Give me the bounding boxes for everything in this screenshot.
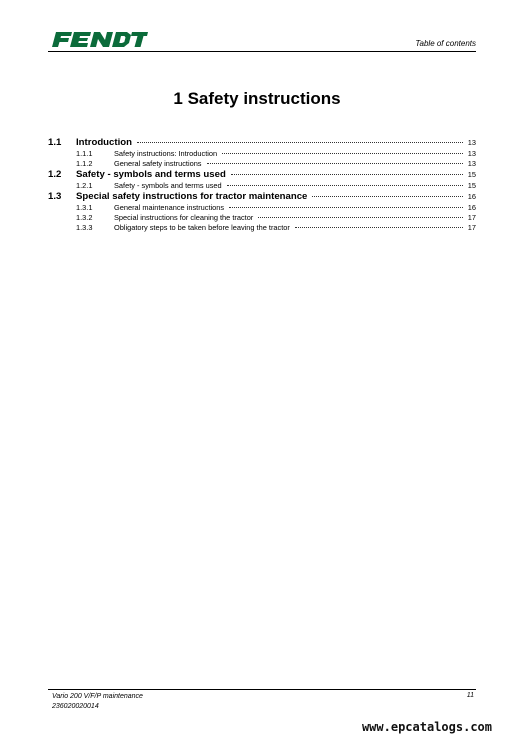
toc-page: 17 (467, 213, 476, 222)
table-of-contents (48, 137, 476, 233)
toc-title: Special safety instructions for tractor maintenance (76, 191, 308, 202)
toc-page: 15 (467, 181, 476, 190)
toc-entry-1-3-1[interactable] (48, 203, 476, 213)
toc-number: 1.2.1 (76, 181, 93, 190)
manual-title: Vario 200 V/F/P maintenance (52, 693, 143, 700)
toc-page: 16 (467, 203, 476, 212)
dot-leader (222, 153, 463, 154)
toc-entry-1-1-1[interactable] (48, 149, 476, 159)
dot-leader (137, 142, 463, 143)
chapter-title: 1 Safety instructions (173, 89, 341, 108)
toc-title: Obligatory steps to be taken before leaving the tractor (114, 223, 290, 232)
doc-number: 236020020014 (52, 703, 99, 710)
header-divider (48, 51, 476, 52)
toc-number: 1.1.1 (76, 149, 93, 158)
toc-title: Safety - symbols and terms used (76, 169, 226, 180)
toc-title: Introduction (76, 137, 132, 148)
toc-page: 16 (467, 192, 476, 201)
toc-title: Special instructions for cleaning the tractor (114, 213, 254, 222)
toc-number: 1.2 (48, 169, 62, 180)
toc-number: 1.3 (48, 191, 62, 202)
toc-entry-1-1[interactable] (48, 137, 476, 149)
toc-number: 1.3.2 (76, 213, 93, 222)
dot-leader (295, 227, 463, 228)
toc-number: 1.1 (48, 137, 62, 148)
dot-leader (207, 163, 464, 164)
toc-page: 13 (467, 149, 476, 158)
header-section-label: Table of contents (415, 39, 476, 48)
toc-title: General safety instructions (114, 159, 202, 168)
toc-entry-1-2-1[interactable] (48, 181, 476, 191)
dot-leader (229, 207, 463, 208)
watermark-url: www.epcatalogs.com (361, 720, 492, 734)
dot-leader (312, 196, 463, 197)
dot-leader (258, 217, 463, 218)
dot-leader (227, 185, 463, 186)
dot-leader (231, 174, 463, 175)
footer-info (52, 692, 143, 712)
toc-page: 13 (467, 138, 476, 147)
toc-number: 1.3.1 (76, 203, 93, 212)
fendt-logo (52, 30, 148, 48)
toc-entry-1-3-3[interactable] (48, 223, 476, 233)
toc-entry-1-1-2[interactable] (48, 159, 476, 169)
toc-number: 1.1.2 (76, 159, 93, 168)
toc-title: Safety instructions: Introduction (114, 149, 218, 158)
toc-entry-1-3-2[interactable] (48, 213, 476, 223)
toc-page: 15 (467, 170, 476, 179)
toc-title: Safety - symbols and terms used (114, 181, 222, 190)
toc-page: 13 (467, 159, 476, 168)
toc-page: 17 (467, 223, 476, 232)
toc-title: General maintenance instructions (114, 203, 225, 212)
toc-number: 1.3.3 (76, 223, 93, 232)
toc-entry-1-2[interactable] (48, 169, 476, 181)
toc-entry-1-3[interactable] (48, 191, 476, 203)
page-number: 11 (466, 692, 474, 699)
footer-divider (48, 689, 476, 690)
